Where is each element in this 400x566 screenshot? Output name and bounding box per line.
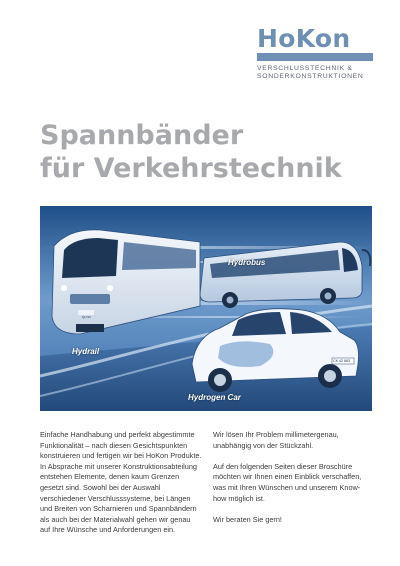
- precision-paragraph: Wir lösen Ihr Problem millimetergenau, unabhängig von der Stückzahl.: [213, 430, 339, 450]
- title-line-1: Spannbänder: [40, 120, 244, 151]
- title-line-2: für Verkehrstechnik: [40, 153, 342, 184]
- hydrobus-label: Hydrobus: [228, 258, 266, 267]
- logo-bar: [257, 53, 373, 61]
- closing-line: Wir beraten Sie gern!: [213, 514, 282, 524]
- logo-wordmark: HoKon: [257, 24, 351, 53]
- logo-tagline: [257, 65, 373, 81]
- tagline-line-1: VERSCHLUSSTECHNIK &: [257, 65, 353, 72]
- intro-text-column: [40, 430, 202, 547]
- intro-paragraph: Einfache Handhabung und perfekt abgestimmte Funktionalität – nach diesen Gesichtspunkten konstruieren und fertigen wir bei HoKon Produkte. In Absprache mit unserer Konstruktionsabteilung entstehen Elemente, denen kaum Grenzen gesetzt sind. Sowohl bei der Auswahl verschiedener Verschlusssysteme, bei Längen und Breiten von Scharnieren und Spannbändern als auch bei der Materialwahl gehen wir genau auf Ihre Wünsche und Anforderungen ein.: [40, 430, 202, 535]
- hero-illustration: [40, 206, 372, 411]
- hokon-logo: [257, 26, 373, 81]
- brochure-paragraph: Auf den folgenden Seiten dieser Broschüre möchten wir Ihnen einen Einblick verschaffen, was mit Ihren Wünschen und unserem Know-how möglich ist.: [213, 461, 362, 503]
- car-license-plate: CK 42 863: [333, 359, 350, 363]
- hydrail-label: Hydrail: [72, 347, 100, 356]
- contact-text-column: [213, 430, 373, 536]
- page-title: [40, 119, 342, 185]
- tagline-line-2: SONDERKONSTRUKTIONEN: [257, 73, 364, 80]
- hydrogen-car-label: Hydrogen Car: [188, 393, 241, 402]
- hero-image: [40, 206, 372, 411]
- train-number-plate: QH 93: [82, 315, 91, 319]
